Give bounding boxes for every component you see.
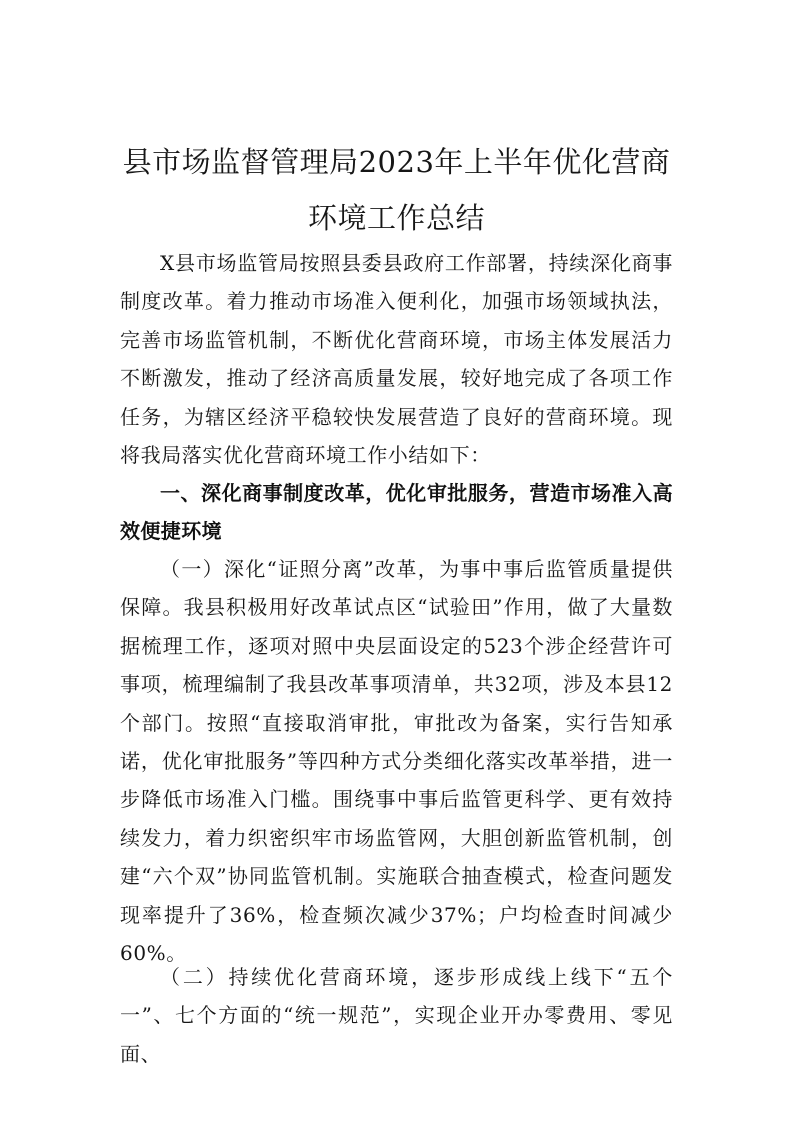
subsection-1-paragraph: （一）深化“证照分离”改革，为事中事后监管质量提供保障。我县积极用好改革试点区“试验田”作用，做了大量数据梳理工作，逐项对照中央层面设定的523个涉企经营许可事项，梳理编制了我县改革事项清单，共32项，涉及本县12个部门。按照“直接取消审批，审批改为备案，实行告知承诺，优化审批服务”等四种方式分类细化落实改革举措，进一步降低市场准入门槛。围绕事中事后监管更科学、更有效持续发力，着力织密织牢市场监管网，大胆创新监管机制，创建“六个双”协同监管机制。实施联合抽查模式，检查问题发现率提升了36%，检查频次减少37%；户均检查时间减少60%。 [120,557,673,966]
subsection-2-paragraph: （二）持续优化营商环境，逐步形成线上线下“五个一”、七个方面的“统一规范”，实现企业开办零费用、零见面、 [120,965,673,1066]
intro-paragraph: X县市场监管局按照县委县政府工作部署，持续深化商事制度改革。着力推动市场准入便利化，加强市场领域执法，完善市场监管机制，不断优化营商环境，市场主体发展活力不断激发，推动了经济高质量发展，较好地完成了各项工作任务，为辖区经济平稳较快发展营造了良好的营商环境。现将我局落实优化营商环境工作小结如下： [120,251,673,468]
document-title-line-2: 环境工作总结 [307,201,485,235]
section-1-heading: 一、深化商事制度改革，优化审批服务，营造市场准入高效便捷环境 [120,481,673,544]
document-title-line-1: 县市场监督管理局2023年上半年优化营商 [122,145,671,179]
